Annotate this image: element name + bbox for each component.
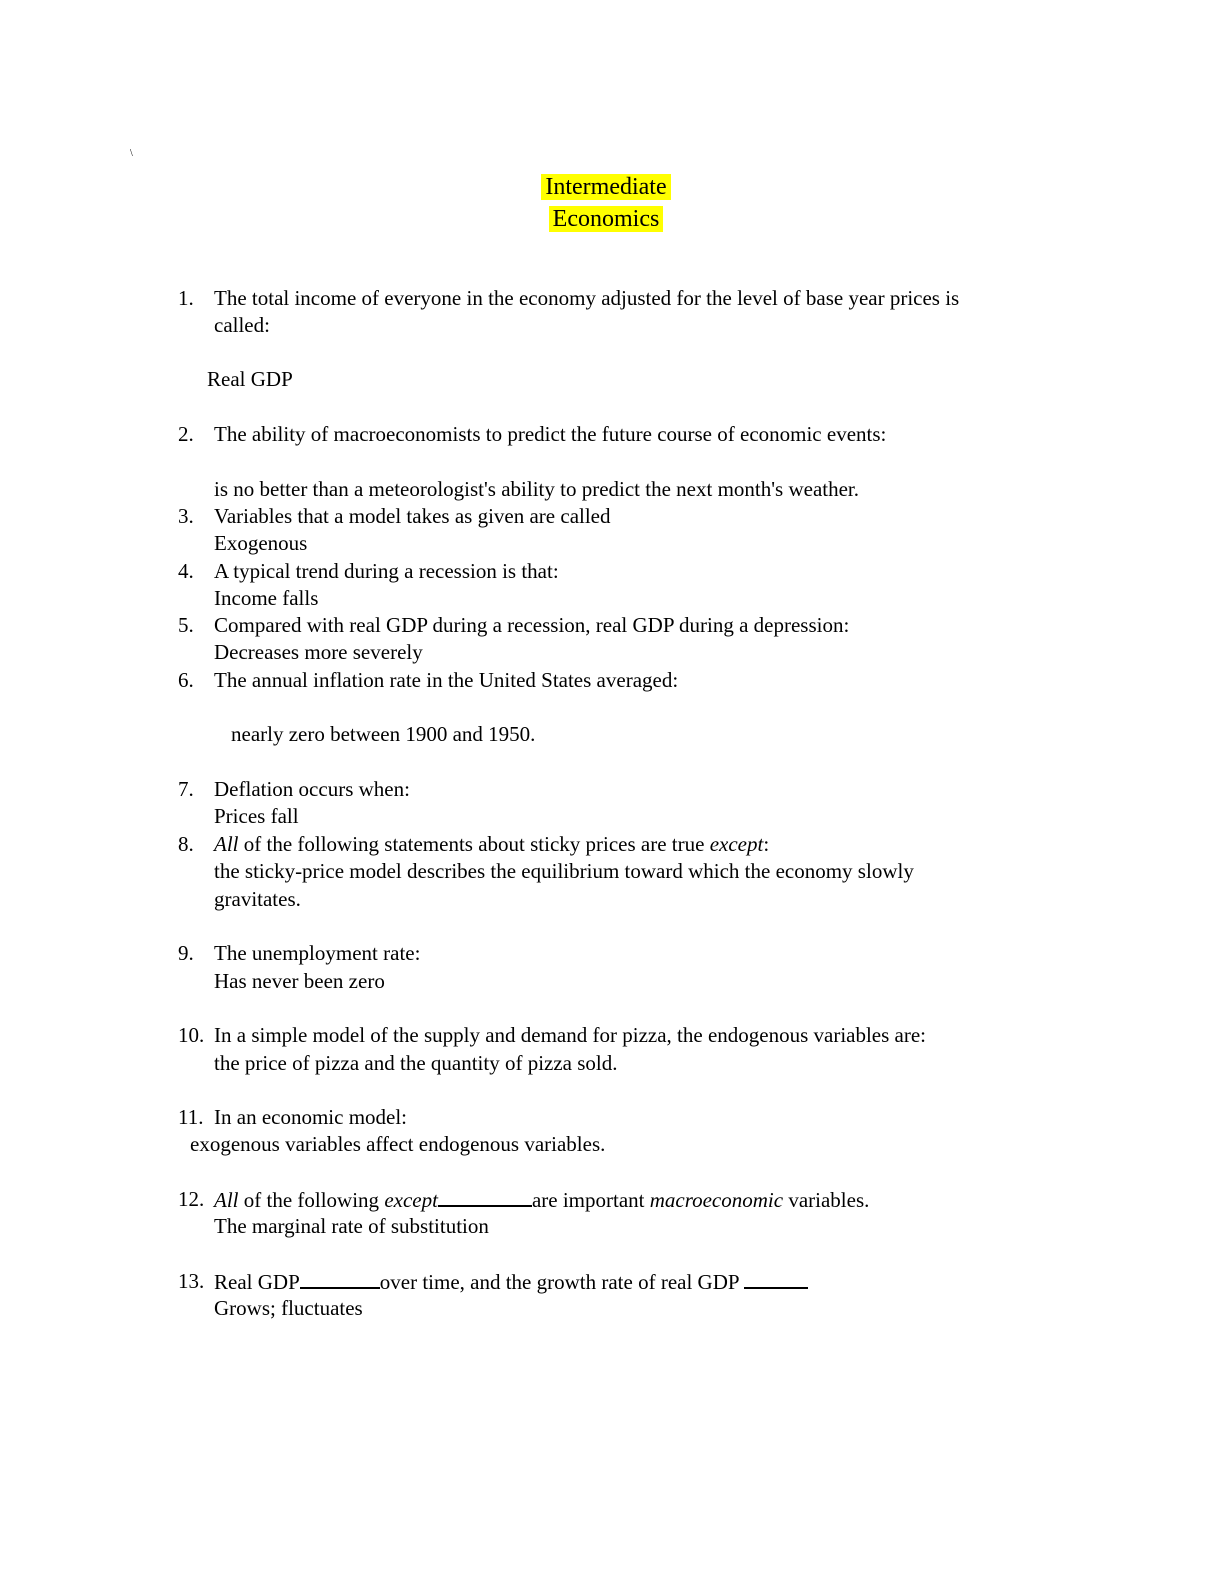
question-7-text: Deflation occurs when: bbox=[214, 777, 410, 801]
question-5-answer: Decreases more severely bbox=[214, 640, 423, 664]
question-12-text: All of the following except are important macroeconomic variables. bbox=[214, 1188, 870, 1212]
question-2-text: The ability of macroeconomists to predict the future course of economic events: bbox=[214, 422, 887, 446]
page-title-line-1: Intermediate bbox=[0, 171, 1212, 203]
question-7-number: 7. bbox=[178, 777, 194, 801]
question-1-answer: Real GDP bbox=[207, 367, 293, 391]
question-9-number: 9. bbox=[178, 941, 194, 965]
question-4-number: 4. bbox=[178, 559, 194, 583]
question-8-number: 8. bbox=[178, 832, 194, 856]
question-5-text: Compared with real GDP during a recession, real GDP during a depression: bbox=[214, 613, 850, 637]
question-13-blank-2 bbox=[744, 1268, 808, 1289]
question-13-answer: Grows; fluctuates bbox=[214, 1296, 363, 1320]
question-8-answer-line-1: the sticky-price model describes the equilibrium toward which the economy slowly bbox=[214, 859, 914, 883]
question-11-answer: exogenous variables affect endogenous variables. bbox=[190, 1132, 606, 1156]
question-10-answer: the price of pizza and the quantity of pizza sold. bbox=[214, 1051, 618, 1075]
question-3-answer: Exogenous bbox=[214, 531, 308, 555]
question-4-text: A typical trend during a recession is that: bbox=[214, 559, 559, 583]
question-7-answer: Prices fall bbox=[214, 804, 299, 828]
question-6-text: The annual inflation rate in the United States averaged: bbox=[214, 668, 679, 692]
question-12-blank bbox=[438, 1186, 532, 1207]
question-11-text: In an economic model: bbox=[214, 1105, 408, 1129]
question-13-blank-1 bbox=[300, 1268, 380, 1289]
question-2-answer: is no better than a meteorologist's ability to predict the next month's weather. bbox=[214, 477, 860, 501]
question-10-text: In a simple model of the supply and demand for pizza, the endogenous variables are: bbox=[214, 1023, 927, 1047]
question-9-answer: Has never been zero bbox=[214, 969, 385, 993]
question-12-number: 12. bbox=[178, 1187, 205, 1211]
question-3-number: 3. bbox=[178, 504, 194, 528]
question-12-answer: The marginal rate of substitution bbox=[214, 1214, 489, 1238]
question-5-number: 5. bbox=[178, 613, 194, 637]
question-8-answer-line-2: gravitates. bbox=[214, 887, 301, 911]
question-13-number: 13. bbox=[178, 1269, 205, 1293]
question-8-text: All of the following statements about sticky prices are true except: bbox=[214, 832, 770, 856]
question-1-number: 1. bbox=[178, 286, 194, 310]
question-6-number: 6. bbox=[178, 668, 194, 692]
question-6-answer: nearly zero between 1900 and 1950. bbox=[231, 722, 536, 746]
page-title-line-2: Economics bbox=[0, 203, 1212, 235]
question-1-text-line-2: called: bbox=[214, 313, 270, 337]
question-4-answer: Income falls bbox=[214, 586, 319, 610]
stray-mark: \ bbox=[130, 148, 133, 159]
question-3-text: Variables that a model takes as given are called bbox=[214, 504, 611, 528]
question-1-text-line-1: The total income of everyone in the economy adjusted for the level of base year prices is bbox=[214, 286, 960, 310]
question-2-number: 2. bbox=[178, 422, 194, 446]
question-10-number: 10. bbox=[178, 1023, 205, 1047]
question-13-text: Real GDP over time, and the growth rate of real GDP bbox=[214, 1268, 808, 1296]
question-9-text: The unemployment rate: bbox=[214, 941, 421, 965]
question-11-number: 11. bbox=[178, 1105, 204, 1129]
